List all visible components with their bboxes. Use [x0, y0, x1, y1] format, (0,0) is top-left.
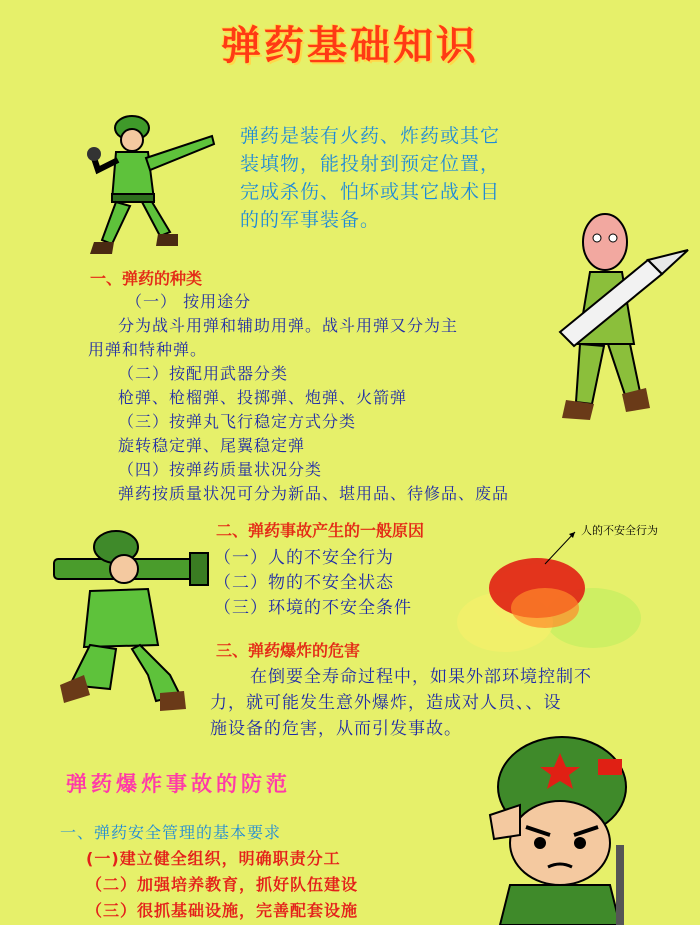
section3-heading: 三、弹药爆炸的危害	[216, 641, 361, 660]
page-title: 弹药基础知识	[221, 23, 479, 69]
section1-line: 分为战斗用弹和辅助用弹。战斗用弹又分为主	[118, 316, 459, 335]
intro-line: 装填物，能投射到预定位置，	[240, 153, 501, 175]
section2-heading: 二、弹药事故产生的一般原因	[216, 521, 425, 540]
section1-line: （一） 按用途分	[126, 292, 252, 311]
section3-line: 力，就可能发生意外爆炸，造成对人员、、设	[210, 693, 562, 713]
soldier-grenade-illustration	[80, 108, 220, 263]
prevention-item: （三）很抓基础设施，完善配套设施	[86, 901, 359, 920]
soldier-shell-illustration	[550, 212, 700, 447]
section1-line: 用弹和特种弹。	[88, 340, 208, 359]
intro-line: 的的军事装备。	[240, 209, 381, 231]
section1-line: （二）按配用武器分类	[118, 364, 289, 383]
intro-line: 完成杀伤、怕坏或其它战术目	[240, 181, 501, 203]
intro-line: 弹药是装有火药、炸药或其它	[240, 125, 501, 147]
soldier-bazooka-illustration	[50, 525, 225, 725]
prevention-item: （二）加强培养教育，抓好队伍建设	[86, 875, 359, 894]
section1-line: （四）按弹药质量状况分类	[118, 460, 323, 479]
section1-line: 弹药按质量状况可分为新品、堪用品、待修品、废品	[118, 484, 510, 503]
venn-diagram	[445, 518, 695, 658]
section1-line: （三）按弹丸飞行稳定方式分类	[118, 412, 357, 431]
prevention-subheading: 一、弹药安全管理的基本要求	[60, 823, 282, 842]
section2-body	[214, 546, 412, 621]
section3-line: 施设备的危害，从而引发事故。	[210, 719, 462, 739]
section3-line: 在倒要全寿命过程中，如果外部环境控制不	[250, 667, 592, 687]
section1-line: 旋转稳定弹、尾翼稳定弹	[118, 436, 306, 455]
section3-body	[210, 664, 592, 742]
venn-label: 人的不安全行为	[581, 524, 658, 537]
section2-line: （一）人的不安全行为	[214, 548, 394, 568]
prevention-heading: 弹药爆炸事故的防范	[66, 772, 291, 796]
section2-line: （二）物的不安全状态	[214, 573, 394, 593]
soldier-salute-illustration	[480, 735, 650, 925]
section2-line: （三）环境的不安全条件	[214, 598, 412, 618]
intro-paragraph	[240, 122, 600, 234]
prevention-list	[86, 846, 358, 924]
section1-line: 枪弹、枪榴弹、投掷弹、炮弹、火箭弹	[118, 388, 408, 407]
prevention-item: (一)建立健全组织，明确职责分工	[86, 849, 341, 868]
section1-heading: 一、弹药的种类	[90, 269, 203, 288]
section1-body	[88, 290, 510, 506]
